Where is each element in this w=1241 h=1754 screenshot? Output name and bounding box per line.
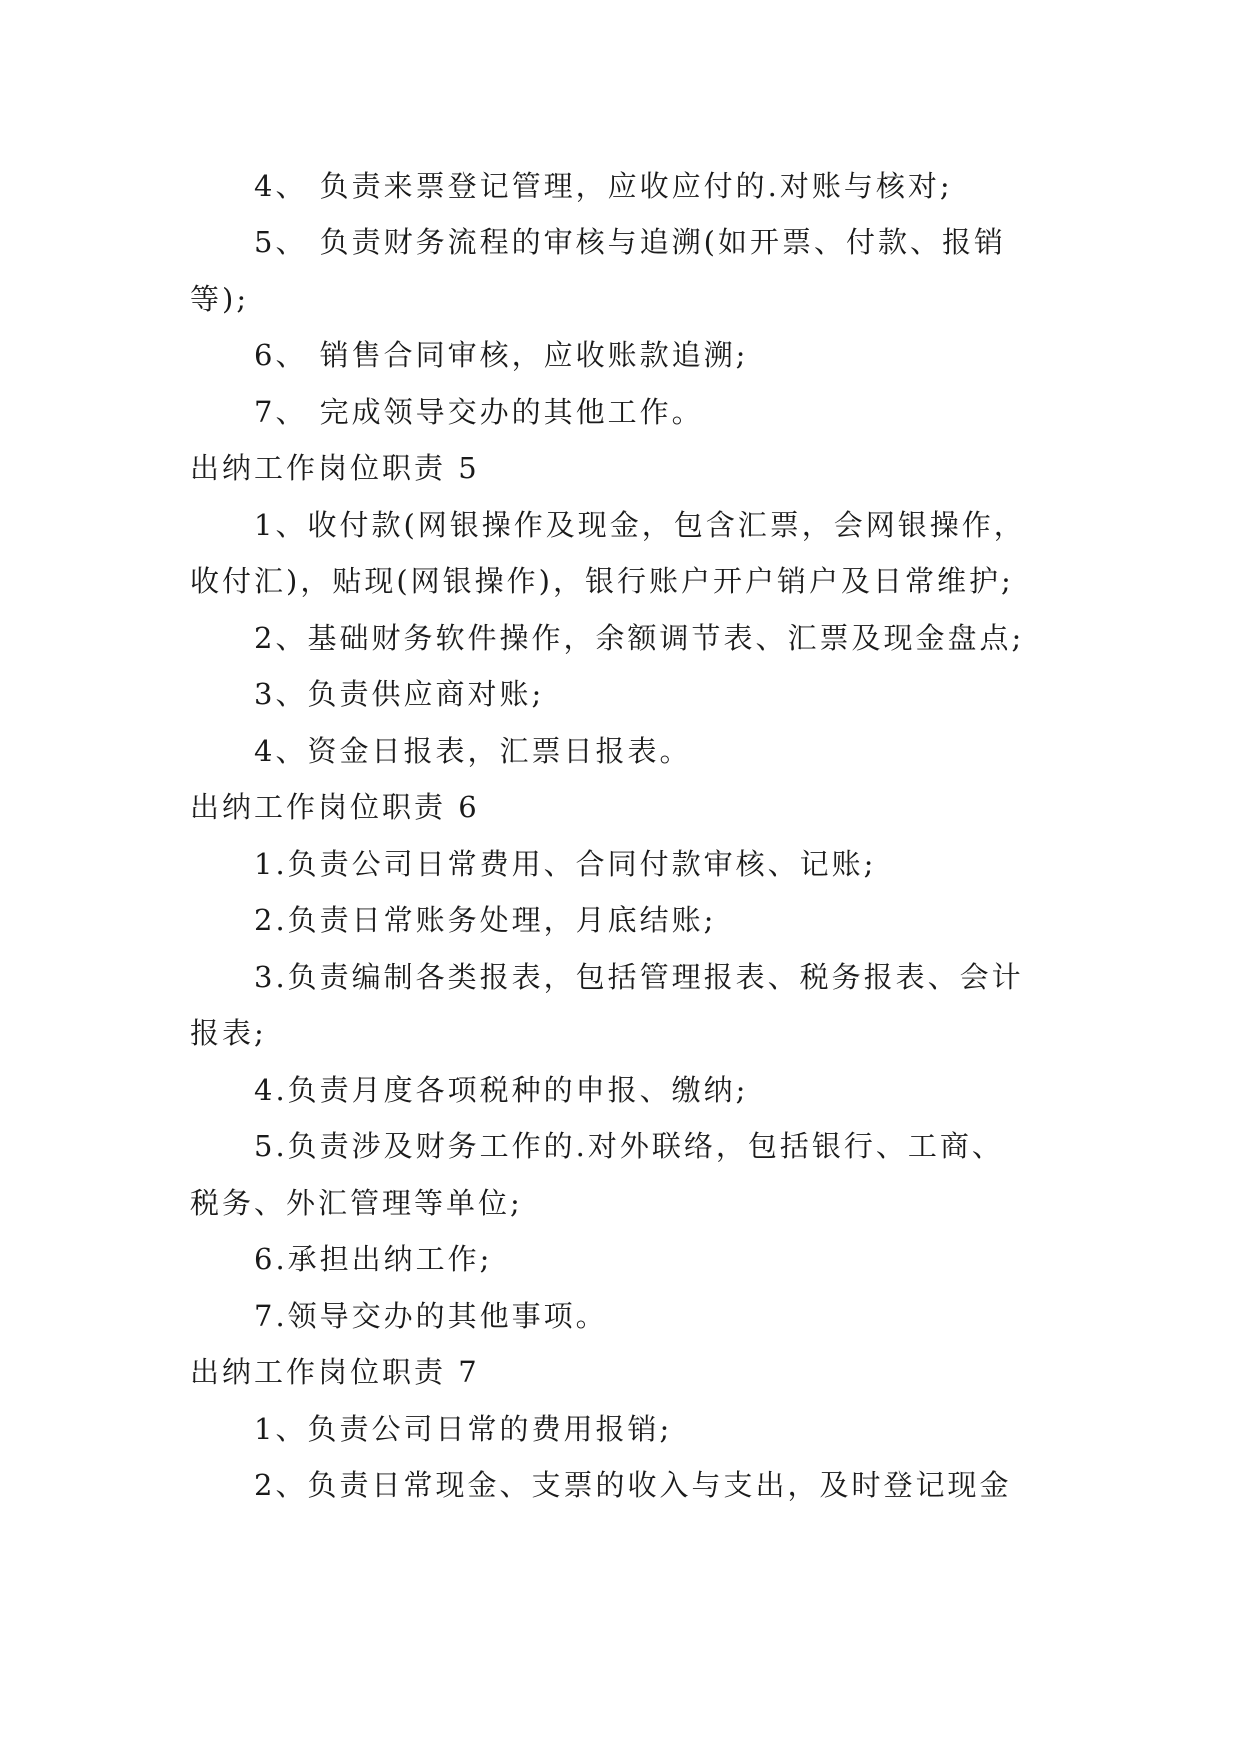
section-heading: 出纳工作岗位职责 7 [190,1355,480,1389]
text-line: 6.承担出纳工作; [254,1242,493,1276]
text-line: 1、收付款(网银操作及现金，包含汇票，会网银操作， [254,508,1026,542]
text-line: 1.负责公司日常费用、合同付款审核、记账; [254,847,877,881]
text-line: 税务、外汇管理等单位; [190,1186,523,1220]
text-line: 等); [190,282,250,316]
text-line: 7.领导交办的其他事项。 [254,1299,608,1333]
section-heading: 出纳工作岗位职责 5 [190,451,480,485]
text-line: 2.负责日常账务处理，月底结账; [254,903,717,937]
text-line: 3.负责编制各类报表，包括管理报表、税务报表、会计 [254,960,1024,994]
text-line: 4.负责月度各项税种的申报、缴纳; [254,1073,749,1107]
text-line: 5.负责涉及财务工作的.对外联络，包括银行、工商、 [254,1129,1004,1163]
text-line: 收付汇)，贴现(网银操作)，银行账户开户销户及日常维护; [190,564,1014,598]
text-line: 4、 负责来票登记管理，应收应付的.对账与核对; [254,169,953,203]
text-line: 2、基础财务软件操作，余额调节表、汇票及现金盘点; [254,621,1025,655]
text-line: 3、负责供应商对账; [254,677,545,711]
text-line: 2、负责日常现金、支票的收入与支出，及时登记现金 [254,1468,1012,1502]
text-line: 6、 销售合同审核，应收账款追溯; [254,338,749,372]
text-line: 报表; [190,1016,267,1050]
text-line: 1、负责公司日常的费用报销; [254,1412,673,1446]
text-line: 5、 负责财务流程的审核与追溯(如开票、付款、报销 [254,225,1006,259]
text-line: 4、资金日报表，汇票日报表。 [254,734,692,768]
section-heading: 出纳工作岗位职责 6 [190,790,480,824]
text-line: 7、 完成领导交办的其他工作。 [254,395,704,429]
